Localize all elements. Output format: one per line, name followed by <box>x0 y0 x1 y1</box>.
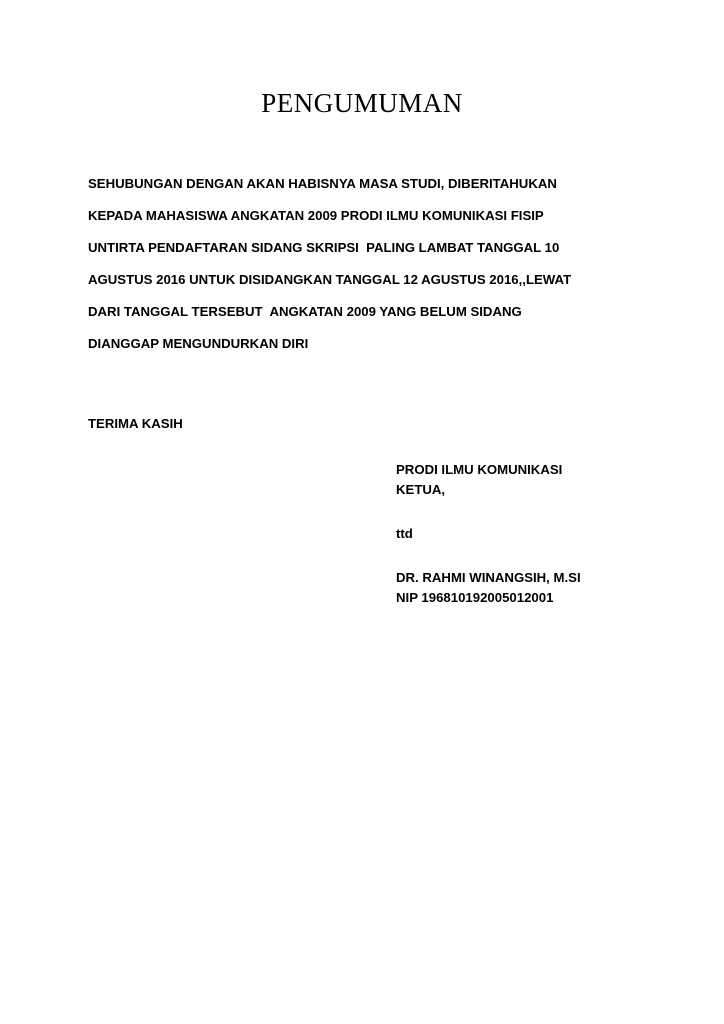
signature-department: PRODI ILMU KOMUNIKASI <box>396 462 563 477</box>
page-title: PENGUMUMAN <box>261 88 463 118</box>
signature-nip: NIP 196810192005012001 <box>396 590 554 605</box>
signature-position: KETUA, <box>396 482 446 497</box>
spacer <box>396 500 696 524</box>
body-line: KEPADA MAHASISWA ANGKATAN 2009 PRODI ILMU KOMUNIKASI FISIP <box>88 208 544 223</box>
closing-text: TERIMA KASIH <box>88 416 183 431</box>
signature-name: DR. RAHMI WINANGSIH, M.SI <box>396 570 581 585</box>
body-line: AGUSTUS 2016 UNTUK DISIDANGKAN TANGGAL 12 AGUSTUS 2016,,LEWAT <box>88 272 572 287</box>
body-line: DARI TANGGAL TERSEBUT ANGKATAN 2009 YANG BELUM SIDANG <box>88 304 522 319</box>
announcement-body <box>88 174 648 366</box>
signature-signed: ttd <box>396 526 413 541</box>
body-line: DIANGGAP MENGUNDURKAN DIRI <box>88 336 309 351</box>
body-line: UNTIRTA PENDAFTARAN SIDANG SKRIPSI PALING LAMBAT TANGGAL 10 <box>88 240 560 255</box>
spacer <box>396 544 696 568</box>
signature-block <box>396 460 696 608</box>
body-line: SEHUBUNGAN DENGAN AKAN HABISNYA MASA STUDI, DIBERITAHUKAN <box>88 176 557 191</box>
